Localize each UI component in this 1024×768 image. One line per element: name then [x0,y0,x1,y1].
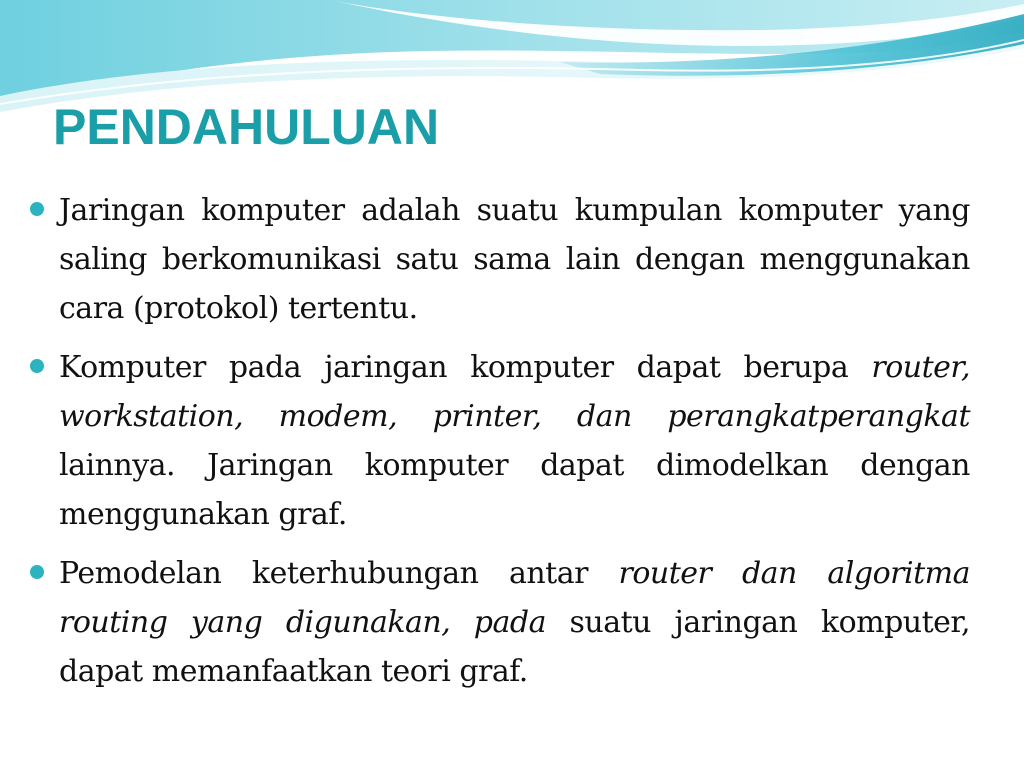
bullet-text-segment-italic: router dan algoritma routing yang digunakan, pada [59,556,970,640]
bullet-item [30,549,970,696]
bullet-icon [30,202,44,216]
slide-title: PENDAHULUAN [53,99,440,155]
bullet-item [30,343,970,539]
bullet-text-segment: suatu jaringan komputer, dapat memanfaatkan teori graf. [59,605,971,689]
bullet-text [59,549,970,696]
bullet-text-segment: Jaringan komputer adalah suatu kumpulan komputer yang saling berkomunikasi satu sama lain dengan menggunakan cara (protokol) tertentu. [59,193,970,326]
bullet-list [30,186,970,706]
bullet-text-segment-italic: router, workstation, modem, printer, dan perangkatperangkat [59,350,970,434]
bullet-text-segment: Pemodelan keterhubungan antar [59,556,619,591]
bullet-text [59,343,970,539]
bullet-text-segment: lainnya. Jaringan komputer dapat dimodelkan dengan menggunakan graf. [59,448,970,532]
bullet-item [30,186,970,333]
bullet-text [59,186,970,333]
bullet-text-segment: Komputer pada jaringan komputer dapat berupa [59,350,872,385]
bullet-icon [30,359,44,373]
bullet-icon [30,565,44,579]
